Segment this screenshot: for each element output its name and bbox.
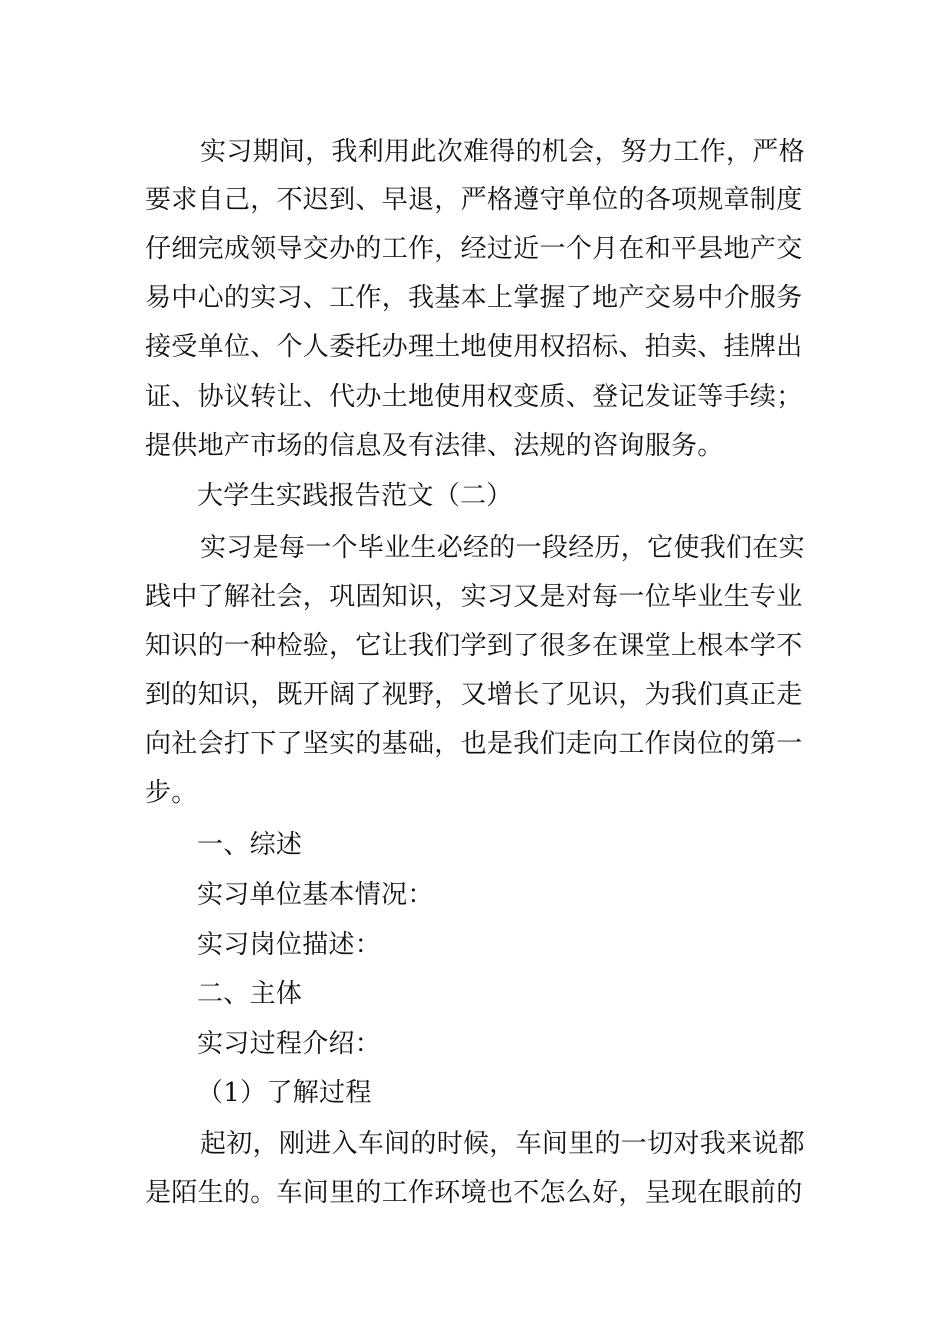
paragraph-line: 步。 xyxy=(145,778,198,808)
paragraph-line: 证、协议转让、代办土地使用权变质、登记发证等手续； xyxy=(145,382,803,412)
paragraph-line: 向社会打下了坚实的基础，也是我们走向工作岗位的第一 xyxy=(145,729,803,759)
paragraph-line: 要求自己，不迟到、早退，严格遵守单位的各项规章制度 xyxy=(145,185,803,215)
section-heading: 一、综述 xyxy=(197,830,303,860)
section-heading: 大学生实践报告范文（二） xyxy=(197,481,513,511)
paragraph-line: 到的知识，既开阔了视野，又增长了见识，为我们真正走 xyxy=(145,680,803,710)
subheading: 实习岗位描述： xyxy=(197,930,382,960)
subheading: （1）了解过程 xyxy=(197,1078,372,1108)
paragraph-line: 实习期间，我利用此次难得的机会，努力工作，严格 xyxy=(200,137,805,167)
subheading: 实习单位基本情况： xyxy=(197,880,434,910)
section-heading: 二、主体 xyxy=(197,979,303,1009)
subheading: 实习过程介绍： xyxy=(197,1029,382,1059)
paragraph-line: 是陌生的。车间里的工作环境也不怎么好，呈现在眼前的 xyxy=(145,1178,803,1208)
paragraph-line: 仔细完成领导交办的工作，经过近一个月在和平县地产交 xyxy=(145,234,803,264)
paragraph-line: 提供地产市场的信息及有法律、法规的咨询服务。 xyxy=(145,431,724,461)
paragraph-line: 实习是每一个毕业生必经的一段经历，它使我们在实 xyxy=(200,533,805,563)
paragraph-line: 易中心的实习、工作，我基本上掌握了地产交易中介服务 xyxy=(145,283,803,313)
paragraph-line: 知识的一种检验，它让我们学到了很多在课堂上根本学不 xyxy=(145,631,803,661)
paragraph-line: 起初，刚进入车间的时候，车间里的一切对我来说都 xyxy=(200,1129,805,1159)
paragraph-line: 践中了解社会，巩固知识，实习又是对每一位毕业生专业 xyxy=(145,582,803,612)
paragraph-line: 接受单位、个人委托办理土地使用权招标、拍卖、挂牌出 xyxy=(145,332,803,362)
